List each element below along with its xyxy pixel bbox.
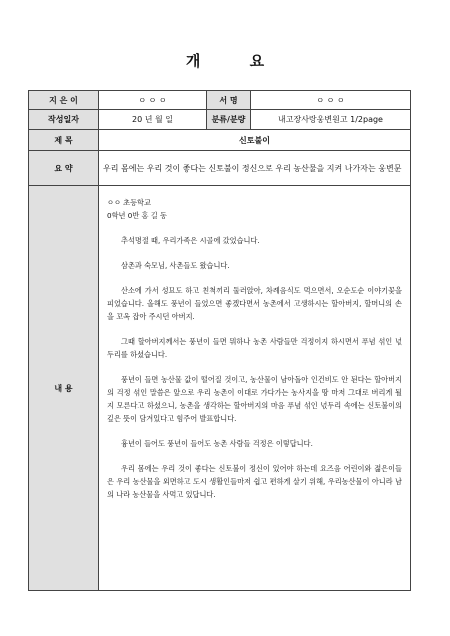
paragraph: 삼촌과 숙모님, 사촌들도 왔습니다.	[121, 261, 230, 270]
summary-form	[28, 90, 411, 591]
paragraph: 산소에 가서 성묘도 하고 친척끼리 둘러앉아, 차례음식도 먹으면서, 오순도순 이야기꽃을 피었습니다. 올해도 풍년이 들었으면 좋겠다면서 농촌에서 고생하시는 할아버지, 할머니의 손을 꼬옥 잡아 주시던 아버지.	[107, 286, 402, 321]
reader-label: 서 명	[207, 91, 251, 110]
subject-value: 신토불이	[99, 130, 411, 151]
date-row	[29, 110, 411, 130]
summary-value: 우리 몸에는 우리 것이 좋다는 신토불이 정신으로 우리 농산물을 지켜 나가자는 웅변문	[99, 151, 411, 186]
date-value: 20 년 월 일	[99, 110, 207, 130]
school-name: ㅇㅇ 초등학교	[107, 198, 151, 207]
paragraph: 풍년이 들면 농산물 값이 떨어질 것이고, 농산물이 남아돌아 인건비도 안 된다는 할아버지의 걱정 섞인 말씀은 앞으로 우리 농촌이 이대로 가다가는 농사지을 땅 마저 그대로 버리게 될지 모른다고 하셨으니, 농촌을 생각하는 할아버지의 마음 푸념 섞인 넋두리 속에는 신토불이의 깊은 뜻이 담겨있다고 힘주어 발표합니다.	[107, 375, 402, 423]
author-row	[29, 91, 411, 110]
student-name: 0학년 0반 홍 길 동	[107, 211, 167, 220]
author-label: 지 은 이	[29, 91, 99, 110]
category-value: 내고장사랑웅변원고 1/2page	[251, 110, 411, 130]
subject-label: 제 목	[29, 130, 99, 151]
paragraph: 추석명절 때, 우리가족은 시골에 갔었습니다.	[121, 236, 260, 245]
content-body	[99, 186, 411, 591]
reader-value: ㅇ ㅇ ㅇ	[251, 91, 411, 110]
paragraph: 흉년이 들어도 풍년이 들어도 농촌 사람들 걱정은 이렇답니다.	[121, 439, 313, 448]
summary-label: 요 약	[29, 151, 99, 186]
author-value: ㅇ ㅇ ㅇ	[99, 91, 207, 110]
category-label: 분류/분량	[207, 110, 251, 130]
document-title: 개 요	[185, 52, 287, 70]
summary-row	[29, 151, 411, 186]
paragraph: 우리 몸에는 우리 것이 좋다는 신토불이 정신이 있어야 하는데 요즈음 어린이와 젊은이들은 우리 농산물을 외면하고 도시 생활인들마저 쉽고 편하게 살기 위해, 우리농산물이 아니라 남의 나라 농산물을 사먹고 있답니다.	[107, 464, 402, 499]
subject-row	[29, 130, 411, 151]
content-label: 내 용	[29, 186, 99, 591]
paragraph: 그때 할아버지께서는 풍년이 들면 뭐하나 농촌 사람들만 걱정이지 하시면서 푸념 섞인 넋두리를 하셨습니다.	[107, 337, 402, 359]
date-label: 작성일자	[29, 110, 99, 130]
content-row	[29, 186, 411, 591]
